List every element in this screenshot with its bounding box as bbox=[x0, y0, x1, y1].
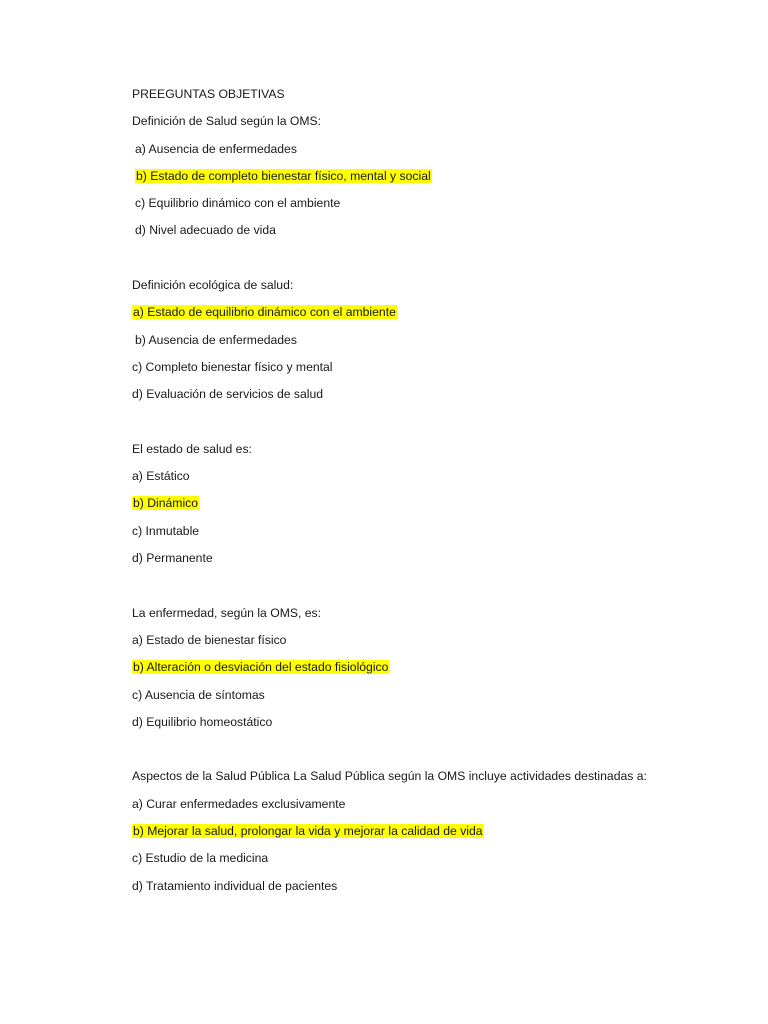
question-5-prompt: Aspectos de la Salud Pública La Salud Pública según la OMS incluye actividades destinadas a: bbox=[132, 769, 647, 784]
question-4-option-d: d) Equilibrio homeostático bbox=[132, 714, 273, 729]
question-1-option-b bbox=[132, 168, 732, 184]
question-3-option-d: d) Permanente bbox=[132, 551, 213, 566]
question-3-option-a: a) Estático bbox=[132, 469, 190, 484]
question-1-prompt: Definición de Salud según la OMS: bbox=[132, 114, 322, 129]
question-1-option-c: c) Equilibrio dinámico con el ambiente bbox=[135, 196, 341, 211]
question-3-option-c: c) Inmutable bbox=[132, 523, 200, 538]
document-content bbox=[132, 86, 732, 905]
question-5-option-d: d) Tratamiento individual de pacientes bbox=[132, 878, 338, 893]
question-4-prompt: La enfermedad, según la OMS, es: bbox=[132, 605, 322, 620]
question-2-option-c: c) Completo bienestar físico y mental bbox=[132, 359, 333, 374]
question-3-option-b bbox=[132, 495, 732, 511]
question-5-option-c: c) Estudio de la medicina bbox=[132, 851, 269, 866]
question-1-option-a: a) Ausencia de enfermedades bbox=[135, 141, 297, 156]
spacer bbox=[132, 577, 732, 604]
question-4-option-a: a) Estado de bienestar físico bbox=[132, 632, 287, 647]
spacer bbox=[132, 741, 732, 768]
highlighted-answer: b) Estado de completo bienestar físico, mental y social bbox=[136, 168, 431, 183]
document-title: PREEGUNTAS OBJETIVAS bbox=[132, 87, 285, 101]
question-3-prompt: El estado de salud es: bbox=[132, 441, 252, 456]
spacer bbox=[132, 414, 732, 441]
question-4-option-c: c) Ausencia de síntomas bbox=[132, 687, 265, 702]
highlighted-answer: b) Mejorar la salud, prolongar la vida y mejorar la calidad de vida bbox=[133, 824, 483, 839]
question-2-prompt: Definición ecológica de salud: bbox=[132, 278, 294, 293]
question-4-option-b bbox=[132, 659, 732, 675]
question-1-option-d: d) Nivel adecuado de vida bbox=[135, 223, 276, 238]
highlighted-answer: b) Alteración o desviación del estado fisiológico bbox=[133, 660, 389, 675]
question-2-option-b: b) Ausencia de enfermedades bbox=[135, 332, 297, 347]
question-2-option-a bbox=[132, 304, 732, 320]
highlighted-answer: a) Estado de equilibrio dinámico con el ambiente bbox=[133, 305, 396, 320]
question-5-option-b bbox=[132, 823, 732, 839]
spacer bbox=[132, 250, 732, 277]
question-2-option-d: d) Evaluación de servicios de salud bbox=[132, 387, 324, 402]
highlighted-answer: b) Dinámico bbox=[133, 496, 199, 511]
question-5-option-a: a) Curar enfermedades exclusivamente bbox=[132, 796, 346, 811]
